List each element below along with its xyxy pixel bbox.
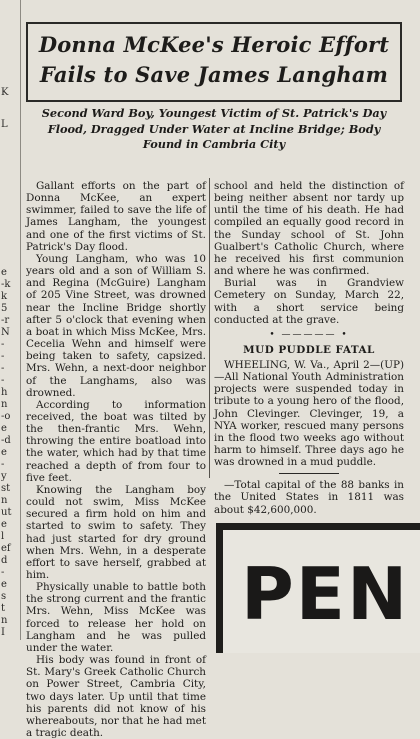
clipped-fragment: I — [1, 627, 5, 638]
clipped-fragment: e — [1, 267, 7, 278]
paragraph: school and held the distinction of being neither absent nor tardy up until the time of his death. He had compiled an equally good record in the Sunday school of St. John Gualbert's Catholic Church, where he received his first communion and where he was confirmed. — [214, 180, 404, 278]
clipped-fragment: - — [1, 363, 5, 374]
clipped-fragment: e — [1, 579, 7, 590]
headline-box — [26, 22, 402, 102]
paragraph: Gallant efforts on the part of Donna McKee, an expert swimmer, failed to save the life of James Langham, the youngest and one of the first victims of St. Patrick's Day flood. — [26, 180, 206, 253]
clipped-fragment: -r — [1, 315, 10, 326]
paragraph: Physically unable to battle both the strong current and the frantic Mrs. Wehn, Miss McKee was forced to release her hold on Langham and he was pulled under the water. — [26, 581, 206, 654]
clipped-fragment: s — [1, 591, 7, 602]
headline-line-2: Fails to Save James Langham — [39, 62, 389, 87]
clipped-fragment: - — [1, 339, 5, 350]
clipped-fragment: 5 — [1, 303, 8, 314]
clipped-fragment: h — [1, 387, 8, 398]
paragraph: Burial was in Grandview Cemetery on Sunday, March 22, with a short service being conducted at the grave. — [214, 277, 404, 326]
clipped-fragment: L — [1, 119, 8, 130]
section-divider: • ————— • — [269, 329, 349, 340]
clipped-fragment: - — [1, 375, 5, 386]
clipped-adjacent-column — [0, 0, 21, 640]
headline-line-1: Donna McKee's Heroic Effort — [38, 32, 390, 57]
filler-item: —Total capital of the 88 banks in the United States in 1811 was about $42,600,000. — [214, 479, 404, 516]
deck-subheadline: Second Ward Boy, Youngest Victim of St. Patrick's Day Flood, Dragged Under Water at Incline Bridge; Body Found in Cambria City — [41, 106, 387, 151]
clipped-fragment: l — [1, 531, 5, 542]
clipped-fragment: n — [1, 399, 8, 410]
clipped-fragment: - — [1, 351, 5, 362]
clipped-fragment: e — [1, 519, 7, 530]
clipped-fragment: n — [1, 495, 8, 506]
clipped-fragment: e — [1, 423, 7, 434]
clipped-fragment: -o — [1, 411, 11, 422]
clipped-fragment: t — [1, 603, 6, 614]
clipped-fragment: y — [1, 471, 7, 482]
clipped-fragment: d — [1, 555, 8, 566]
clipped-fragment: - — [1, 567, 5, 578]
advertisement — [216, 523, 420, 653]
clipped-fragment: n — [1, 615, 8, 626]
clipped-fragment: K — [1, 87, 9, 98]
sub-headline: MUD PUDDLE FATAL — [243, 343, 375, 356]
short-rule — [279, 473, 339, 474]
clipped-fragment: ut — [1, 507, 12, 518]
paragraph: Young Langham, who was 10 years old and a son of William S. and Regina (McGuire) Langham of 205 Vine Street, was drowned near the Incline Bridge shortly after 5 o'clock that evening when a boat in which Miss McKee, Mrs. Cecelia Wehn and himself were being taken to safety, capsized. Mrs. Wehn, a next-door neighbor of the Langhams, also was drowned. — [26, 252, 206, 399]
clipped-fragment: -d — [1, 435, 11, 446]
paragraph: His body was found in front of St. Mary's Greek Catholic Church on Power Street, Cambria City, two days later. Up until that time his parents did not know of his whereabouts, nor that he had met a tragic death. — [26, 654, 206, 739]
clipped-fragment: e — [1, 447, 7, 458]
sub-story: WHEELING, W. Va., April 2—(UP)—All National Youth Administration projects were suspended today in tribute to a young hero of the flood, John Clevinger. Clevinger, 19, a NYA worker, rescued many persons in the flood two weeks ago without harm to himself. Three days ago he was drowned in a mud puddle. — [214, 358, 404, 469]
clipped-fragment: ef — [1, 543, 11, 554]
clipped-fragment: -k — [1, 279, 11, 290]
ad-text: PEN — [241, 552, 410, 636]
clipped-fragment: - — [1, 459, 5, 470]
story-right-column — [214, 180, 404, 516]
paragraph: Knowing the Langham boy could not swim, Miss McKee secured a firm hold on him and started to swim to safety. They had just started for dry ground when Mrs. Wehn, in a desperate effort to save herself, grabbed at him. — [26, 483, 206, 581]
story-left-column — [26, 180, 206, 739]
clipped-fragment: st — [1, 483, 11, 494]
clipped-fragment: k — [1, 291, 8, 302]
clipped-fragment: N — [1, 327, 10, 338]
column-rule — [209, 178, 210, 478]
paragraph: According to information received, the boat was tilted by the then-frantic Mrs. Wehn, throwing the entire boatload into the water, which had by that time reached a depth of from four to five feet. — [26, 398, 206, 484]
